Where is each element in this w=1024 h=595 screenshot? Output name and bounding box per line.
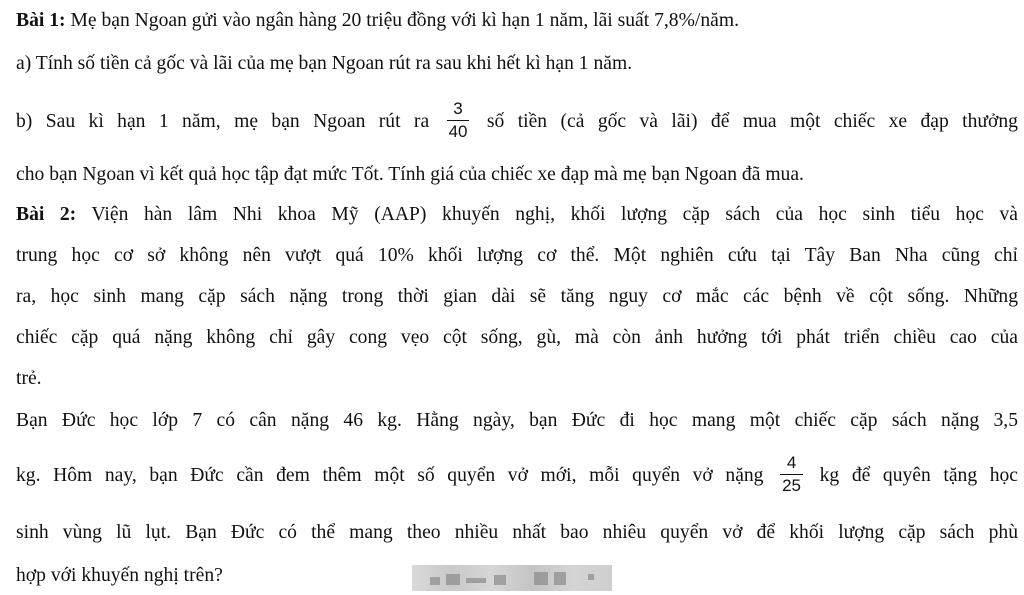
fraction-4-25: [780, 453, 803, 496]
problem2-line4: chiếc cặp quá nặng không chỉ gây cong vẹo cột sống, gù, mà còn ảnh hưởng tới phát triển chiều cao của: [16, 327, 1018, 348]
problem2-line7: [16, 455, 1018, 498]
fraction-3-40: [447, 99, 470, 142]
problem2-line2: trung học cơ sở không nên vượt quá 10% khối lượng cơ thể. Một nghiên cứu tại Tây Ban Nha cũng chỉ: [16, 245, 1018, 266]
problem2-line5: trẻ.: [16, 368, 42, 389]
fraction-denominator: 40: [448, 122, 468, 141]
problem1-intro-line: [16, 9, 1018, 33]
problem2-line6: Bạn Đức học lớp 7 có cân nặng 46 kg. Hằng ngày, bạn Đức đi học mang một chiếc cặp sách nặng 3,5: [16, 410, 1018, 431]
problem1-part-a: a) Tính số tiền cả gốc và lãi của mẹ bạn Ngoan rút ra sau khi hết kì hạn 1 năm.: [16, 53, 633, 74]
problem2-line7-before: kg. Hôm nay, bạn Đức cần đem thêm một số quyển vở mới, mỗi quyển vở nặng: [16, 465, 764, 486]
problem2-line9: hợp với khuyến nghị trên?: [16, 565, 223, 586]
problem1-part-b-after: số tiền (cả gốc và lãi) để mua một chiếc xe đạp thưởng: [486, 111, 1018, 132]
problem1-part-b-before: b) Sau kì hạn 1 năm, mẹ bạn Ngoan rút ra: [16, 111, 430, 132]
problem1-part-b-line1: [16, 101, 1018, 144]
problem2-line3: ra, học sinh mang cặp sách nặng trong thời gian dài sẽ tăng nguy cơ mắc các bệnh về cột sống. Những: [16, 286, 1018, 307]
redacted-watermark: [412, 565, 612, 591]
fraction-denominator: 25: [782, 476, 802, 495]
fraction-numerator: 3: [453, 99, 463, 118]
fraction-bar: [447, 120, 470, 121]
fraction-numerator: 4: [786, 453, 797, 472]
problem2-line7-after: kg để quyên tặng học: [819, 465, 1019, 486]
problem1-part-b-line2: cho bạn Ngoan vì kết quả học tập đạt mức Tốt. Tính giá của chiếc xe đạp mà mẹ bạn Ngoan đã mua.: [16, 164, 804, 185]
problem1-heading: Bài 1:: [16, 10, 66, 31]
problem1-intro: Mẹ bạn Ngoan gửi vào ngân hàng 20 triệu đồng với kì hạn 1 năm, lãi suất 7,8%/năm.: [70, 10, 739, 31]
problem2-line1-text: Viện hàn lâm Nhi khoa Mỹ (AAP) khuyến nghị, khối lượng cặp sách của học sinh tiểu học và: [91, 204, 1019, 225]
fraction-bar: [780, 474, 803, 475]
problem2-heading: Bài 2:: [16, 204, 77, 225]
problem2-line8: sinh vùng lũ lụt. Bạn Đức có thể mang theo nhiều nhất bao nhiêu quyển vở để khối lượng cặp sách phù: [16, 522, 1018, 543]
problem2-line1: [16, 203, 1018, 227]
